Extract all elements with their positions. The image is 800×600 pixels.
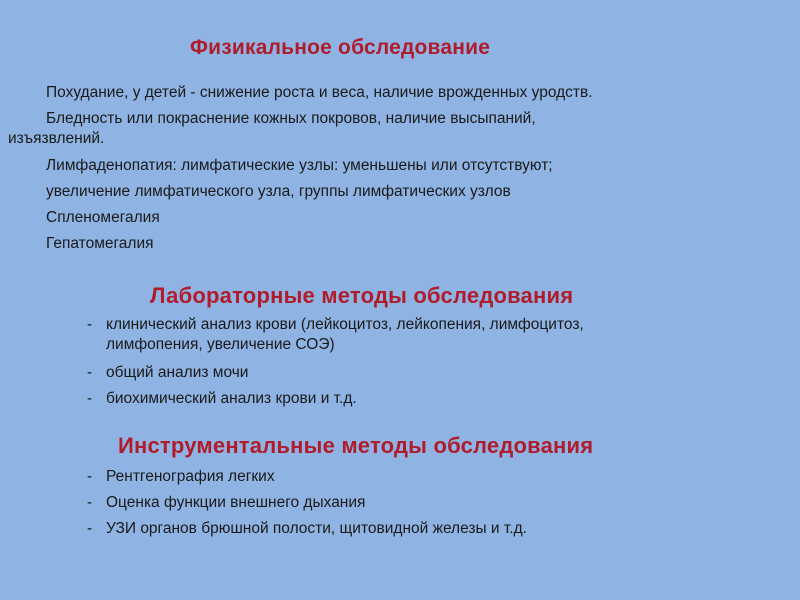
instrumental-item-text: Рентгенография легких [106, 468, 275, 485]
bullet-dash: - [87, 468, 93, 485]
bullet-dash: - [87, 316, 93, 333]
lab-item-text-cont: лимфопения, увеличение СОЭ) [106, 336, 335, 353]
physical-line-lymph-enlarged: увеличение лимфатического узла, группы лимфатических узлов [46, 183, 511, 200]
physical-line-hepatomegaly: Гепатомегалия [46, 235, 154, 252]
lab-methods-title: Лабораторные методы обследования [150, 283, 574, 308]
lab-item-text: биохимический анализ крови и т.д. [106, 390, 357, 407]
instrumental-item-ultrasound [87, 519, 787, 539]
instrumental-item-respiratory [87, 493, 787, 513]
physical-exam-title: Физикальное обследование [190, 36, 491, 59]
instrumental-methods-title: Инструментальные методы обследования [118, 433, 594, 458]
instrumental-item-text: Оценка функции внешнего дыхания [106, 494, 366, 511]
bullet-dash: - [87, 494, 93, 511]
bullet-dash: - [87, 364, 93, 381]
physical-line-skin-cont: изъязвлений. [8, 130, 105, 147]
physical-line-lymph: Лимфаденопатия: лимфатические узлы: уменьшены или отсутствуют; [46, 157, 553, 174]
lab-item-text: общий анализ мочи [106, 364, 249, 381]
physical-line-weight: Похудание, у детей - снижение роста и веса, наличие врожденных уродств. [46, 84, 593, 101]
physical-line-skin: Бледность или покраснение кожных покровов, наличие высыпаний, [46, 110, 536, 127]
lab-item-text: клинический анализ крови (лейкоцитоз, лейкопения, лимфоцитоз, [106, 316, 584, 333]
instrumental-item-text: УЗИ органов брюшной полости, щитовидной железы и т.д. [106, 520, 527, 537]
lab-item-biochem [87, 389, 787, 409]
lab-item-blood-analysis [87, 315, 787, 355]
lab-item-urine [87, 363, 787, 383]
bullet-dash: - [87, 390, 93, 407]
physical-line-splenomegaly: Спленомегалия [46, 209, 160, 226]
bullet-dash: - [87, 520, 93, 537]
instrumental-item-xray [87, 467, 787, 487]
